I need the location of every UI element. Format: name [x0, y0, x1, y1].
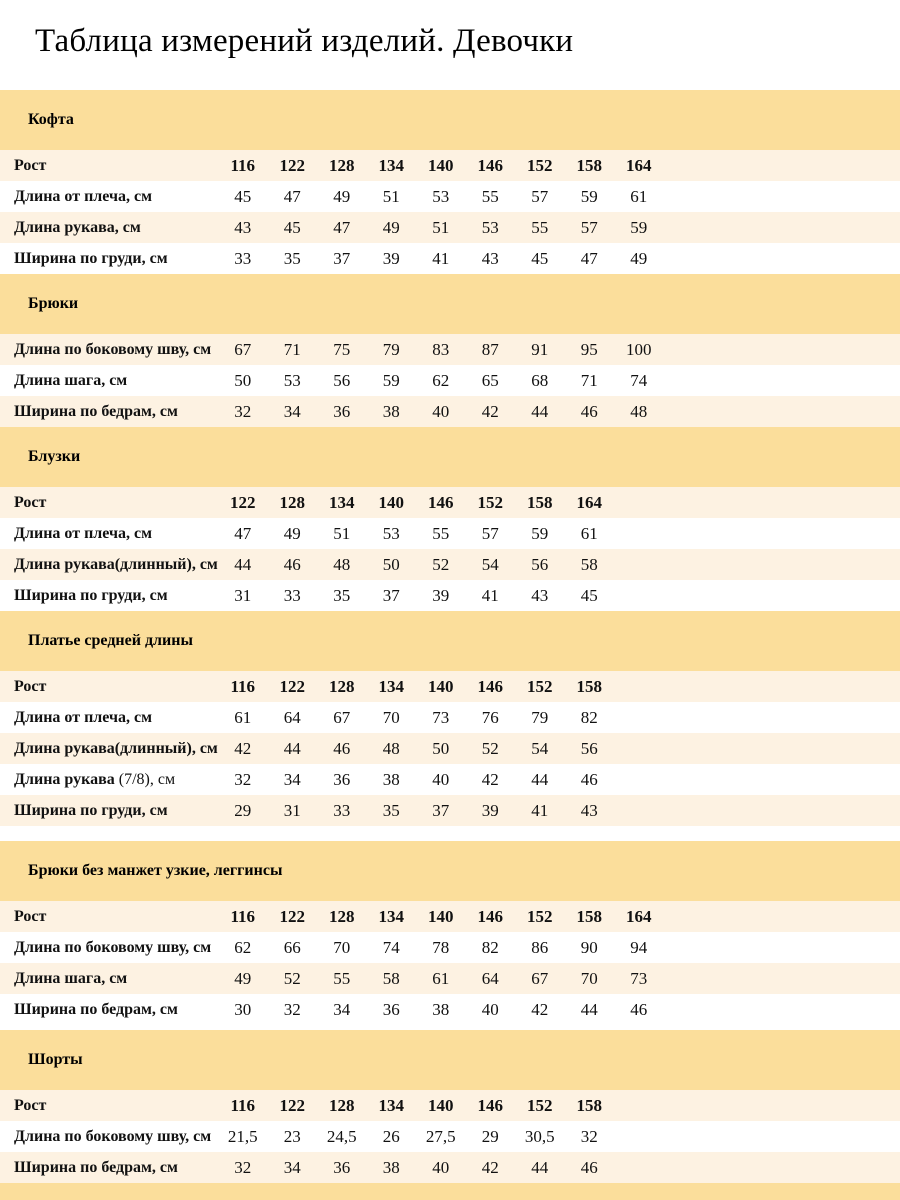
cell-value: 46: [630, 999, 648, 1019]
cell-value: 37: [432, 800, 450, 820]
cell-value: 50: [432, 738, 450, 758]
row-label: [0, 1001, 218, 1019]
cell-value: 116: [230, 155, 256, 175]
measurement-row: [0, 243, 900, 274]
cell-value: 61: [234, 707, 252, 727]
cell-value: 45: [580, 585, 598, 605]
row-label-text: Рост: [14, 156, 47, 174]
row-label-text: Рост: [14, 1096, 47, 1114]
cell-value: 43: [234, 217, 252, 237]
cell-value: 31: [234, 585, 252, 605]
cell-value: 51: [382, 186, 400, 206]
cell-value: 122: [279, 155, 305, 175]
cell-value: 146: [477, 676, 503, 696]
measurement-row: [0, 795, 900, 826]
cell-value: 42: [481, 401, 499, 421]
cell-value: 40: [432, 1157, 450, 1177]
cell-value: 35: [333, 585, 351, 605]
row-label-text: Ширина по груди, см: [14, 249, 168, 267]
row-label: [0, 188, 218, 206]
cell-value: 134: [378, 155, 404, 175]
cell-value: 53: [432, 186, 450, 206]
cell-value: 44: [580, 999, 598, 1019]
row-label: [0, 556, 218, 574]
cell-value: 66: [283, 937, 301, 957]
cell-value: 56: [333, 370, 351, 390]
cell-value: 46: [580, 769, 598, 789]
cell-value: 57: [481, 523, 499, 543]
cell-value: 82: [580, 707, 598, 727]
cell-value: 152: [527, 906, 553, 926]
sections: [0, 90, 900, 1183]
cell-value: 53: [283, 370, 301, 390]
cell-value: 128: [329, 906, 355, 926]
section-header: [0, 427, 900, 487]
cell-value: 152: [477, 492, 503, 512]
cell-value: 87: [481, 339, 499, 359]
cell-value: 45: [531, 248, 549, 268]
cell-value: 65: [481, 370, 499, 390]
cell-value: 74: [382, 937, 400, 957]
cell-value: 42: [481, 1157, 499, 1177]
measurement-row: [0, 212, 900, 243]
row-label-text: Длина от плеча, см: [14, 524, 152, 542]
cell-value: 52: [432, 554, 450, 574]
section-title: Брюки: [28, 295, 79, 312]
cell-value: 52: [481, 738, 499, 758]
cell-value: 44: [234, 554, 252, 574]
cell-value: 49: [234, 968, 252, 988]
row-label: [0, 403, 218, 421]
cell-value: 62: [234, 937, 252, 957]
cell-value: 24,5: [326, 1126, 357, 1146]
cell-value: 39: [481, 800, 499, 820]
cell-value: 134: [378, 1095, 404, 1115]
cell-value: 86: [531, 937, 549, 957]
cell-value: 41: [481, 585, 499, 605]
row-label-text: Ширина по груди, см: [14, 801, 168, 819]
cell-value: 36: [333, 769, 351, 789]
row-label-text: Рост: [14, 493, 47, 511]
cell-value: 67: [333, 707, 351, 727]
row-label-suffix: (7/8), см: [114, 770, 176, 788]
cell-value: 46: [333, 738, 351, 758]
cell-value: 46: [580, 401, 598, 421]
measurement-row: [0, 518, 900, 549]
measurement-row: [0, 1121, 900, 1152]
cell-value: 53: [481, 217, 499, 237]
cell-value: 34: [333, 999, 351, 1019]
cell-value: 83: [432, 339, 450, 359]
cell-value: 128: [329, 1095, 355, 1115]
cell-value: 30,5: [524, 1126, 555, 1146]
cell-value: 128: [279, 492, 305, 512]
cell-value: 33: [283, 585, 301, 605]
row-label-text: Длина по боковому шву, см: [14, 1127, 212, 1145]
row-label-text: Длина от плеча, см: [14, 708, 152, 726]
section-header: [0, 1030, 900, 1090]
cell-value: 34: [283, 1157, 301, 1177]
cell-value: 42: [234, 738, 252, 758]
row-label: [0, 525, 218, 543]
row-label-text: Ширина по бедрам, см: [14, 402, 178, 420]
cell-value: 48: [382, 738, 400, 758]
cell-value: 46: [283, 554, 301, 574]
cell-value: 46: [580, 1157, 598, 1177]
cell-value: 49: [333, 186, 351, 206]
cell-value: 140: [428, 676, 454, 696]
cell-value: 140: [378, 492, 404, 512]
row-label: [0, 740, 218, 758]
row-label-text: Длина от плеча, см: [14, 187, 152, 205]
cell-value: 49: [382, 217, 400, 237]
cell-value: 37: [333, 248, 351, 268]
cell-value: 116: [230, 906, 256, 926]
cell-value: 35: [382, 800, 400, 820]
cell-value: 26: [382, 1126, 400, 1146]
measurement-row: [0, 549, 900, 580]
row-label-text: Длина рукава: [14, 770, 115, 788]
cell-value: 57: [531, 186, 549, 206]
cell-value: 53: [382, 523, 400, 543]
cell-value: 36: [382, 999, 400, 1019]
cell-value: 33: [333, 800, 351, 820]
cell-value: 122: [279, 906, 305, 926]
cell-value: 152: [527, 155, 553, 175]
cell-value: 29: [481, 1126, 499, 1146]
cell-value: 82: [481, 937, 499, 957]
row-label: [0, 157, 218, 175]
cell-value: 55: [481, 186, 499, 206]
measurement-row: [0, 181, 900, 212]
measurement-row: [0, 994, 900, 1025]
cell-value: 40: [432, 769, 450, 789]
cell-value: 56: [580, 738, 598, 758]
cell-value: 122: [279, 676, 305, 696]
row-label: [0, 1128, 218, 1146]
cell-value: 73: [432, 707, 450, 727]
measurement-row: [0, 932, 900, 963]
measurement-row: [0, 365, 900, 396]
cell-value: 68: [531, 370, 549, 390]
cell-value: 34: [283, 401, 301, 421]
cell-value: 140: [428, 1095, 454, 1115]
cell-value: 38: [382, 1157, 400, 1177]
cell-value: 42: [531, 999, 549, 1019]
cell-value: 37: [382, 585, 400, 605]
row-label: [0, 678, 218, 696]
cell-value: 134: [329, 492, 355, 512]
row-label-text: Длина рукава, см: [14, 218, 141, 236]
measurement-row: [0, 150, 900, 181]
section-gap: [0, 826, 900, 841]
row-label: [0, 341, 218, 359]
cell-value: 146: [428, 492, 454, 512]
cell-value: 67: [234, 339, 252, 359]
cell-value: 54: [481, 554, 499, 574]
row-label-text: Рост: [14, 677, 47, 695]
section-title: Шорты: [28, 1051, 83, 1068]
measurement-row: [0, 901, 900, 932]
cell-value: 43: [531, 585, 549, 605]
page-title: Таблица измерений изделий. Девочки: [35, 23, 574, 59]
cell-value: 39: [432, 585, 450, 605]
cell-value: 140: [428, 906, 454, 926]
row-label: [0, 908, 218, 926]
cell-value: 47: [234, 523, 252, 543]
cell-value: 78: [432, 937, 450, 957]
measurement-row: [0, 764, 900, 795]
cell-value: 62: [432, 370, 450, 390]
cell-value: 32: [234, 769, 252, 789]
section-header: [0, 274, 900, 334]
cell-value: 55: [333, 968, 351, 988]
cell-value: 40: [432, 401, 450, 421]
cell-value: 128: [329, 155, 355, 175]
cell-value: 45: [283, 217, 301, 237]
cell-value: 140: [428, 155, 454, 175]
cell-value: 27,5: [425, 1126, 456, 1146]
cell-value: 59: [630, 217, 648, 237]
measurement-row: [0, 963, 900, 994]
cell-value: 23: [283, 1126, 301, 1146]
cell-value: 67: [531, 968, 549, 988]
measurement-row: [0, 1152, 900, 1183]
cell-value: 61: [432, 968, 450, 988]
cell-value: 29: [234, 800, 252, 820]
cell-value: 32: [234, 1157, 252, 1177]
cell-value: 21,5: [227, 1126, 258, 1146]
cell-value: 30: [234, 999, 252, 1019]
cell-value: 61: [580, 523, 598, 543]
cell-value: 44: [531, 1157, 549, 1177]
row-label-text: Длина по боковому шву, см: [14, 938, 212, 956]
cell-value: 164: [626, 155, 652, 175]
cell-value: 75: [333, 339, 351, 359]
cell-value: 79: [382, 339, 400, 359]
cell-value: 36: [333, 1157, 351, 1177]
measurement-row: [0, 1090, 900, 1121]
cell-value: 71: [580, 370, 598, 390]
cell-value: 116: [230, 676, 256, 696]
row-label-text: Длина рукава(длинный), см: [14, 739, 218, 757]
section-title: Кофта: [28, 111, 74, 128]
cell-value: 59: [531, 523, 549, 543]
cell-value: 49: [283, 523, 301, 543]
cell-value: 44: [283, 738, 301, 758]
cell-value: 134: [378, 676, 404, 696]
row-label-text: Длина шага, см: [14, 371, 128, 389]
cell-value: 70: [580, 968, 598, 988]
row-label: [0, 1159, 218, 1177]
cell-value: 35: [283, 248, 301, 268]
cell-value: 38: [382, 401, 400, 421]
cell-value: 50: [234, 370, 252, 390]
cell-value: 58: [382, 968, 400, 988]
cutoff-section-band: [0, 1183, 900, 1200]
cell-value: 134: [378, 906, 404, 926]
cell-value: 61: [630, 186, 648, 206]
row-label-text: Ширина по бедрам, см: [14, 1000, 178, 1018]
cell-value: 122: [230, 492, 256, 512]
cell-value: 158: [576, 1095, 602, 1115]
cell-value: 70: [333, 937, 351, 957]
cell-value: 158: [576, 676, 602, 696]
cell-value: 54: [531, 738, 549, 758]
cell-value: 41: [432, 248, 450, 268]
row-label-text: Длина по боковому шву, см: [14, 340, 212, 358]
cell-value: 34: [283, 769, 301, 789]
cell-value: 49: [630, 248, 648, 268]
cell-value: 43: [580, 800, 598, 820]
section-header: [0, 611, 900, 671]
cell-value: 59: [580, 186, 598, 206]
row-label-text: Длина рукава(длинный), см: [14, 555, 218, 573]
row-label: [0, 250, 218, 268]
cell-value: 64: [283, 707, 301, 727]
row-label: [0, 1097, 218, 1115]
section-header: [0, 841, 900, 901]
cell-value: 146: [477, 155, 503, 175]
section-title: Брюки без манжет узкие, леггинсы: [28, 862, 283, 879]
cell-value: 38: [432, 999, 450, 1019]
cell-value: 40: [481, 999, 499, 1019]
cell-value: 95: [580, 339, 598, 359]
section-title: Платье средней длины: [28, 632, 193, 649]
cell-value: 31: [283, 800, 301, 820]
cell-value: 41: [531, 800, 549, 820]
cell-value: 56: [531, 554, 549, 574]
measurement-row: [0, 396, 900, 427]
cell-value: 94: [630, 937, 648, 957]
row-label: [0, 802, 218, 820]
cell-value: 47: [283, 186, 301, 206]
cell-value: 59: [382, 370, 400, 390]
cell-value: 76: [481, 707, 499, 727]
cell-value: 52: [283, 968, 301, 988]
measurement-row: [0, 733, 900, 764]
cell-value: 47: [580, 248, 598, 268]
row-label: [0, 219, 218, 237]
cell-value: 116: [230, 1095, 256, 1115]
cell-value: 71: [283, 339, 301, 359]
cell-value: 51: [432, 217, 450, 237]
cell-value: 146: [477, 1095, 503, 1115]
measurement-row: [0, 334, 900, 365]
row-label-text: Ширина по бедрам, см: [14, 1158, 178, 1176]
cell-value: 70: [382, 707, 400, 727]
cell-value: 43: [481, 248, 499, 268]
cell-value: 48: [630, 401, 648, 421]
cell-value: 74: [630, 370, 648, 390]
cell-value: 44: [531, 401, 549, 421]
row-label-text: Длина шага, см: [14, 969, 128, 987]
cell-value: 55: [432, 523, 450, 543]
row-label: [0, 771, 218, 789]
row-label: [0, 709, 218, 727]
row-label: [0, 587, 218, 605]
cell-value: 64: [481, 968, 499, 988]
cell-value: 158: [576, 906, 602, 926]
cell-value: 57: [580, 217, 598, 237]
cell-value: 50: [382, 554, 400, 574]
cell-value: 152: [527, 1095, 553, 1115]
cell-value: 39: [382, 248, 400, 268]
cell-value: 33: [234, 248, 252, 268]
cell-value: 32: [234, 401, 252, 421]
cell-value: 45: [234, 186, 252, 206]
cell-value: 36: [333, 401, 351, 421]
cell-value: 48: [333, 554, 351, 574]
cell-value: 44: [531, 769, 549, 789]
cell-value: 158: [576, 155, 602, 175]
measurement-row: [0, 487, 900, 518]
cell-value: 79: [531, 707, 549, 727]
cell-value: 128: [329, 676, 355, 696]
measurement-row: [0, 671, 900, 702]
cell-value: 38: [382, 769, 400, 789]
row-label: [0, 372, 218, 390]
cell-value: 164: [626, 906, 652, 926]
row-label: [0, 970, 218, 988]
cell-value: 146: [477, 906, 503, 926]
cell-value: 47: [333, 217, 351, 237]
cell-value: 55: [531, 217, 549, 237]
cell-value: 100: [626, 339, 652, 359]
section-title: Блузки: [28, 448, 81, 465]
measurement-row: [0, 702, 900, 733]
cell-value: 152: [527, 676, 553, 696]
row-label: [0, 939, 218, 957]
cell-value: 32: [580, 1126, 598, 1146]
row-label-text: Ширина по груди, см: [14, 586, 168, 604]
cell-value: 122: [279, 1095, 305, 1115]
cell-value: 158: [527, 492, 553, 512]
section-header: [0, 90, 900, 150]
cell-value: 73: [630, 968, 648, 988]
cell-value: 32: [283, 999, 301, 1019]
cell-value: 51: [333, 523, 351, 543]
row-label-text: Рост: [14, 907, 47, 925]
cell-value: 58: [580, 554, 598, 574]
cell-value: 91: [531, 339, 549, 359]
cell-value: 90: [580, 937, 598, 957]
measurement-row: [0, 580, 900, 611]
cell-value: 164: [576, 492, 602, 512]
row-label: [0, 494, 218, 512]
cell-value: 42: [481, 769, 499, 789]
